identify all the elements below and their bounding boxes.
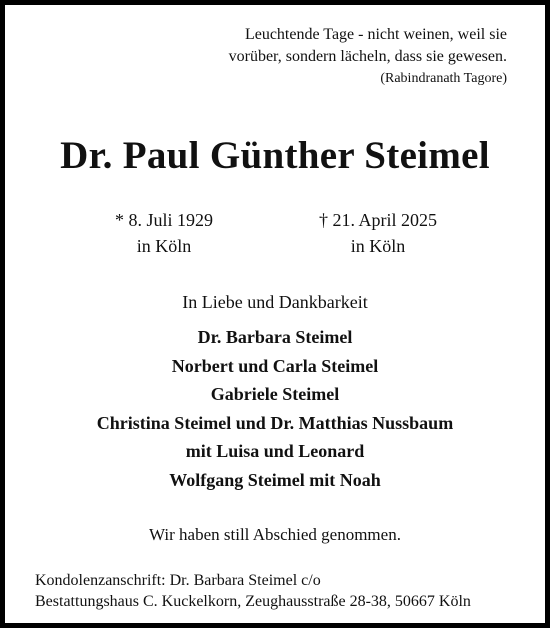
address-line: Kondolenzanschrift: Dr. Barbara Steimel c/o xyxy=(35,572,321,589)
mourner-name: Christina Steimel und Dr. Matthias Nussbaum xyxy=(96,412,454,433)
dedication-line: In Liebe und Dankbarkeit xyxy=(182,292,368,312)
quote-line: Leuchtende Tage - nicht weinen, weil sie xyxy=(244,26,507,43)
mourner-name: Norbert und Carla Steimel xyxy=(171,355,379,376)
death-info xyxy=(308,207,448,259)
mourner-name: Dr. Barbara Steimel xyxy=(197,327,353,347)
birth-info xyxy=(105,207,223,259)
deceased-name: Dr. Paul Günther Steimel xyxy=(60,134,490,177)
quote-author: (Rabindranath Tagore) xyxy=(380,71,507,86)
epigraph-quote xyxy=(229,24,507,90)
death-place: in Köln xyxy=(350,236,406,256)
mourner-name: Gabriele Steimel xyxy=(210,384,340,404)
farewell-text: Wir haben still Abschied genommen. xyxy=(149,525,401,544)
mourners-list xyxy=(5,323,545,494)
address-line: Bestattungshaus C. Kuckelkorn, Zeughausstraße 28-38, 50667 Köln xyxy=(35,593,471,610)
birth-date: * 8. Juli 1929 xyxy=(114,210,213,230)
mourner-name: Wolfgang Steimel mit Noah xyxy=(169,469,381,490)
death-date: † 21. April 2025 xyxy=(318,210,437,230)
condolence-address xyxy=(35,570,471,612)
birth-place: in Köln xyxy=(136,236,192,256)
quote-line: vorüber, sondern lächeln, dass sie gewesen. xyxy=(228,48,507,65)
mourner-name: mit Luisa und Leonard xyxy=(185,441,365,461)
